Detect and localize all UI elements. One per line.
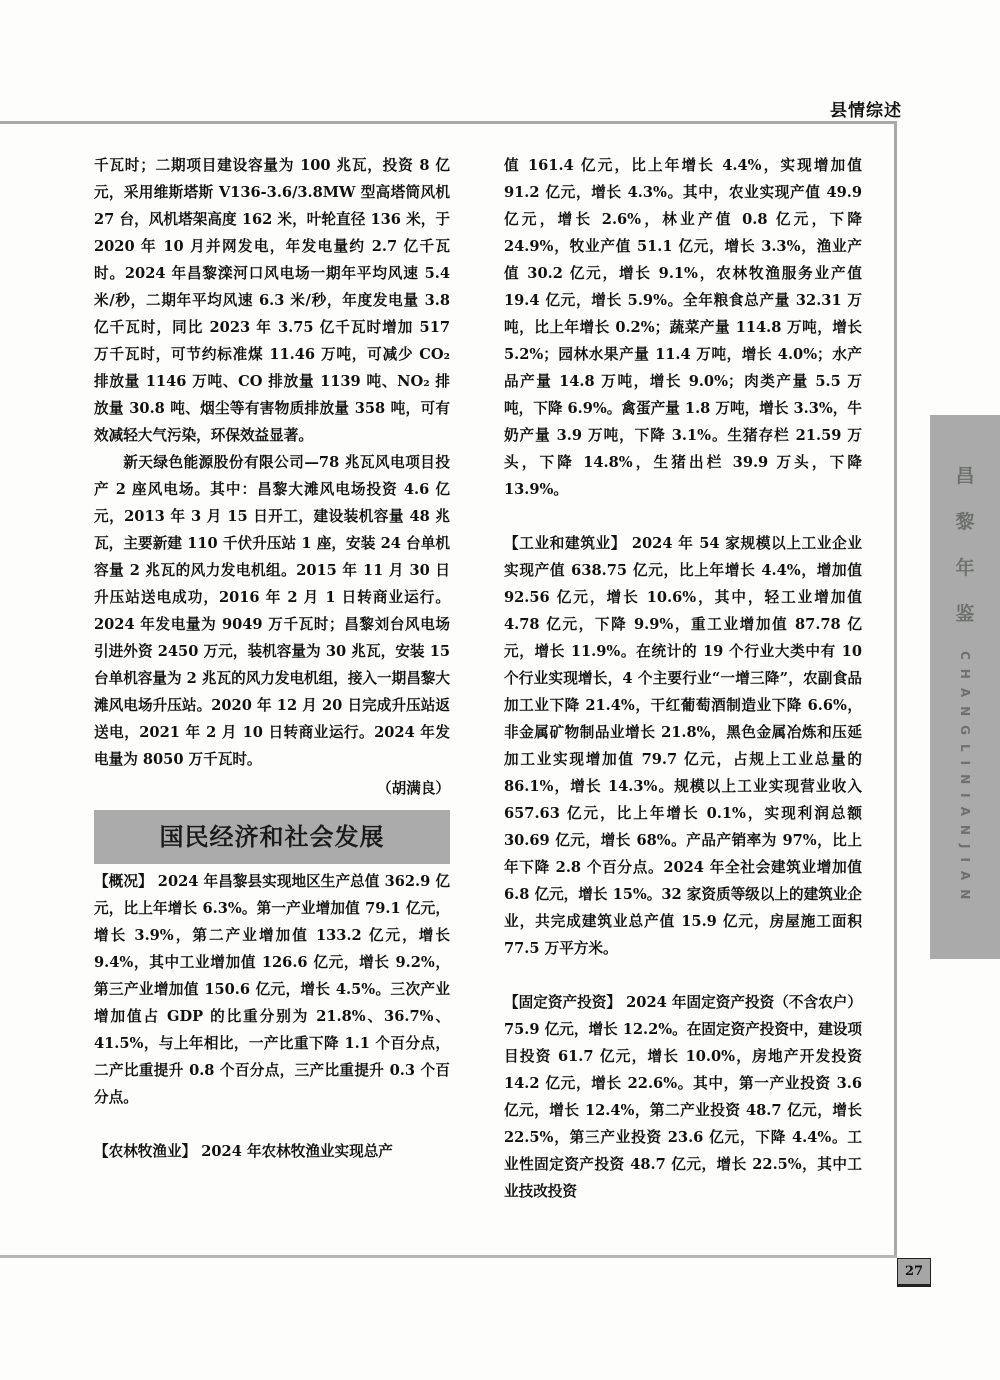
spacer [504, 503, 862, 530]
overview-heading: 【概况】 [94, 873, 153, 890]
fixed-assets-text: 2024 年固定资产投资（不含农户）75.9 亿元，增长 12.2%。在固定资产投资中，建设项目投资 61.7 亿元，增长 10.0%，房地产开发投资 14.2 亿元，增长 22.6%。其中，第一产业投资 3.6 亿元，增长 12.4%，第二产业投资 48.7 亿元，增长 22.5%，第三产业投资 23.6 亿元，下降 4.4%。工业性固定资产投资 48.7 亿元，增长 22.5%，其中工业技改投资 [504, 994, 862, 1200]
paragraph-industry [504, 530, 862, 962]
frame-bottom-rule [0, 1255, 897, 1258]
spacer [504, 962, 862, 989]
paragraph-wind-farm-2: 新天绿色能源股份有限公司—78 兆瓦风电项目投产 2 座风电场。其中：昌黎大滩风电场投资 4.6 亿元，2013 年 3 月 15 日开工，建设装机容量 48 兆瓦，主要新建 110 千伏升压站 1 座，安装 24 台单机容量 2 兆瓦的风力发电机组。2015 年 11 月 30 日升压站送电成功，2016 年 2 月 1 日转商业运行。2024 年发电量为 9049 万千瓦时；昌黎刘台风电场引进外资 2450 万元，装机容量为 30 兆瓦，安装 15 台单机容量为 2 兆瓦的风力发电机组，接入一期昌黎大滩风电场升压站。2020 年 12 月 20 日完成升压站返送电，2021 年 2 月 10 日转商业运行。2024 年发电量为 8050 万千瓦时。 [94, 454, 450, 768]
industry-heading: 【工业和建筑业】 [504, 535, 627, 552]
running-head: 县情综述 [830, 101, 902, 121]
frame-right-rule [894, 121, 897, 1258]
paragraph-wind-farm-1: 千瓦时；二期项目建设容量为 100 兆瓦，投资 8 亿元，采用维斯塔斯 V136-3.6/3.8MW 型高塔筒风机 27 台，风机塔架高度 162 米，叶轮直径 136 米，于 2020 年 10 月并网发电，年发电量约 2.7 亿千瓦时。2024 年昌黎滦河口风电场一期年平均风速 5.4 米/秒，二期年平均风速 6.3 米/秒，年度发电量 3.8 亿千瓦时，同比 2023 年 3.75 亿千瓦时增加 517 万千瓦时，可节约标准煤 11.46 万吨，可减少 CO₂ 排放量 1146 万吨、CO 排放量 1139 吨、NO₂ 排放量 30.8 吨、烟尘等有害物质排放量 358 吨，可有效减轻大气污染，环保效益显著。 [94, 157, 450, 444]
section-title: 国民经济和社会发展 [159, 822, 385, 851]
paragraph-fixed-assets [504, 989, 862, 1205]
overview-text: 2024 年昌黎县实现地区生产总值 362.9 亿元，比上年增长 6.3%。第一产业增加值 79.1 亿元，增长 3.9%，第二产业增加值 133.2 亿元，增长 9.4%，其中工业增加值 126.6 亿元，增长 9.2%，第三产业增加值 150.6 亿元，增长 4.5%。三次产业增加值占 GDP 的比重分别为 21.8%、36.7%、41.5%，与上年相比，一产比重下降 1.1 个百分点，二产比重提升 0.8 个百分点，三产比重提升 0.3 个百分点。 [94, 873, 450, 1106]
side-tab-char: 黎 [955, 511, 975, 533]
side-tab-char: 年 [955, 557, 975, 579]
side-tab-char: 昌 [955, 465, 975, 487]
side-tab-latin: CHANGLINIANJIAN [958, 651, 972, 909]
agriculture-text-start: 2024 年农林牧渔业实现总产 [196, 1143, 393, 1160]
frame-top-rule [0, 121, 897, 124]
paragraph-overview [94, 868, 450, 1111]
left-column [94, 152, 450, 1165]
agriculture-heading: 【农林牧渔业】 [94, 1143, 197, 1160]
section-title-banner [94, 810, 450, 864]
yearbook-side-tab [930, 415, 1000, 959]
paragraph-agriculture-cont: 值 161.4 亿元，比上年增长 4.4%，实现增加值 91.2 亿元，增长 4.3%。其中，农业实现产值 49.9 亿元，增长 2.6%，林业产值 0.8 亿元，下降 24.9%，牧业产值 51.1 亿元，增长 3.3%，渔业产值 30.2 亿元，增长 9.1%，农林牧渔服务业产值 19.4 亿元，增长 5.9%。全年粮食总产量 32.31 万吨，比上年增长 0.2%；蔬菜产量 114.8 万吨，增长 5.2%；园林水果产量 11.4 万吨，增长 4.0%；水产品产量 14.8 万吨，增长 9.0%；肉类产量 5.5 万吨，下降 6.9%。禽蛋产量 1.8 万吨，增长 3.3%，牛奶产量 3.9 万吨，下降 3.1%。生猪存栏 21.59 万头，下降 14.8%，生猪出栏 39.9 万头，下降 13.9%。 [504, 157, 862, 498]
right-column [504, 152, 862, 1205]
author-byline: （胡满良） [377, 780, 450, 797]
industry-text: 2024 年 54 家规模以上工业企业实现产值 638.75 亿元，比上年增长 4.4%，增加值 92.56 亿元，增长 10.6%，其中，轻工业增加值 4.78 亿元，下降 9.9%，重工业增加值 87.78 亿元，增长 11.9%。在统计的 19 个行业大类中有 10 个行业实现增长，4 个主要行业“一增三降”，农副食品加工业下降 21.4%，干红葡萄酒制造业下降 6.6%，非金属矿物制品业增长 21.8%，黑色金属冶炼和压延加工业实现增加值 79.7 亿元，占规上工业总量的 86.1%，增长 14.3%。规模以上工业实现营业收入 657.63 亿元，比上年增长 0.1%，实现利润总额 30.69 亿元，增长 68%。产品产销率为 97%，比上年下降 2.8 个百分点。2024 年全社会建筑业增加值 6.8 亿元，增长 15%。32 家资质等级以上的建筑业企业，共完成建筑业总产值 15.9 亿元，房屋施工面积 77.5 万平方米。 [504, 535, 862, 957]
paragraph-agriculture [94, 1138, 450, 1165]
side-tab-char: 鉴 [955, 603, 975, 625]
page-number: 27 [897, 1258, 931, 1287]
fixed-assets-heading: 【固定资产投资】 [504, 994, 622, 1011]
spacer [94, 1111, 450, 1138]
